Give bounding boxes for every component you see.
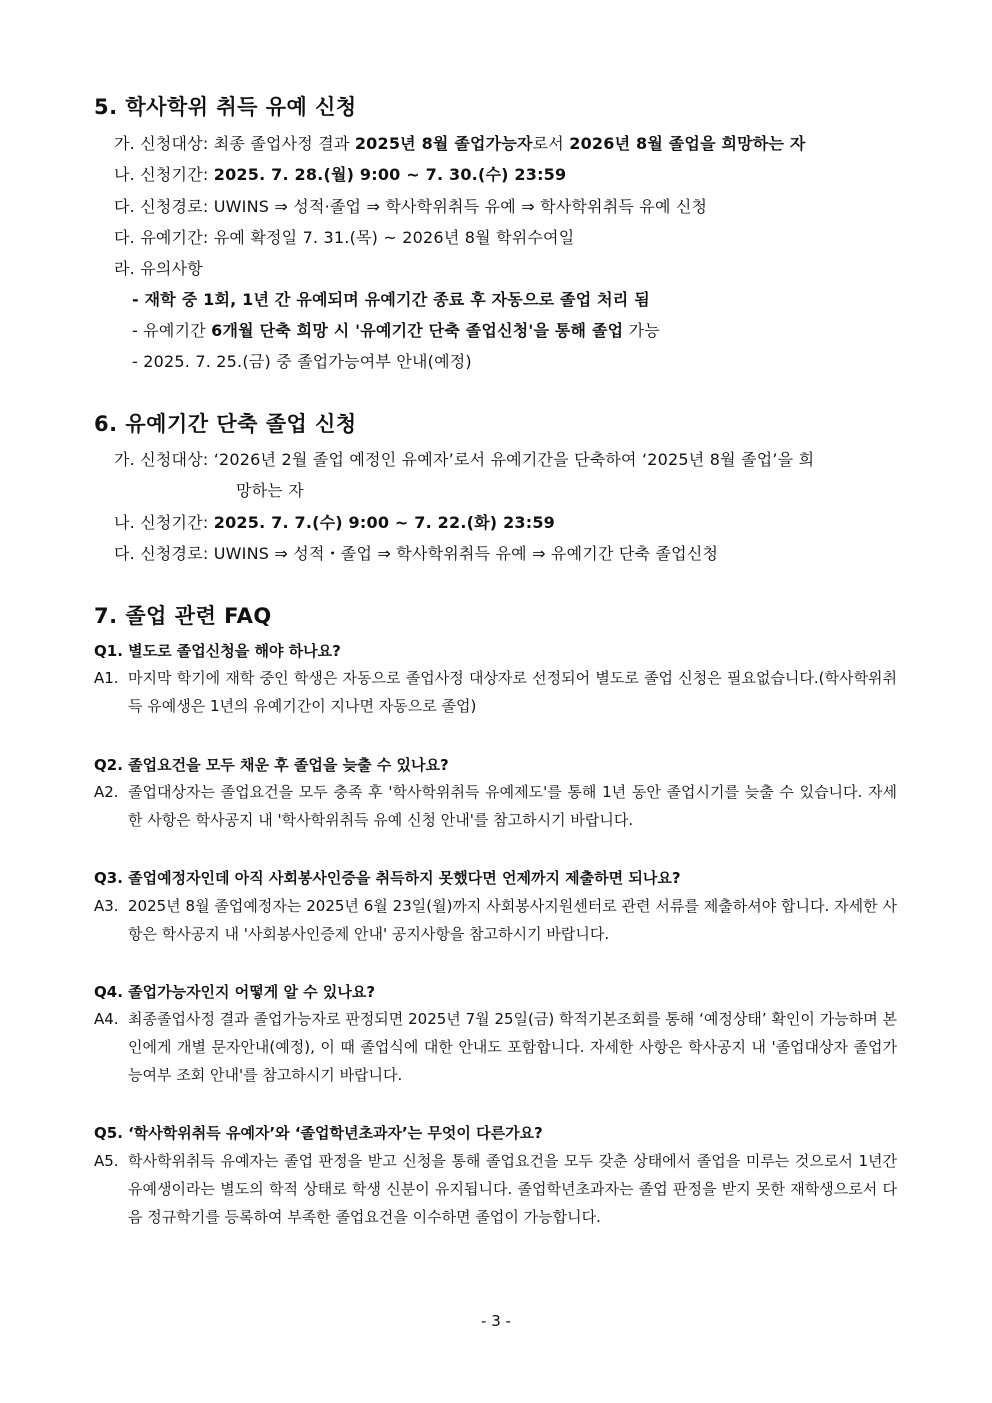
s5-target-bold-2: 2026년 8월 졸업을 희망하는 자	[569, 134, 806, 153]
faq-answer-1-text: 마지막 학기에 재학 중인 학생은 자동으로 졸업사정 대상자로 선정되어 별도로 졸업 신청은 필요없습니다.(학사학위취득 유예생은 1년의 유예기간이 지나면 자동으로 졸업)	[128, 669, 897, 715]
s6-route: 다. 신청경로: UWINS ⇒ 성적・졸업 ⇒ 학사학위취득 유예 ⇒ 유예기간 단축 졸업신청	[114, 544, 719, 563]
page-number: - 3 -	[481, 1312, 511, 1330]
s5-period-value: 2025. 7. 28.(월) 9:00 ~ 7. 30.(수) 23:59	[213, 165, 567, 184]
s5-target	[114, 131, 806, 154]
s5-defer-period: 다. 유예기간: 유예 확정일 7. 31.(목) ~ 2026년 8월 학위수여일	[114, 228, 575, 247]
faq-answer-5-prefix: A5.	[94, 1152, 119, 1170]
faq-answer-3-text: 2025년 8월 졸업예정자는 2025년 6월 23일(월)까지 사회봉사지원센터로 관련 서류를 제출하셔야 합니다. 자세한 사항은 학사공지 내 '사회봉사인증제 안내' 공지사항을 참고하시기 바랍니다.	[128, 897, 897, 943]
faq-answer-5-text: 학사학위취득 유예자는 졸업 판정을 받고 신청을 통해 졸업요건을 모두 갖춘 상태에서 졸업을 미루는 것으로서 1년간 유예생이라는 별도의 학적 상태로 학생 신분이 유지됩니다. 졸업학년초과자는 졸업 판정을 받지 못한 재학생으로서 다음 정규학기를 등록하여 부족한 졸업요건을 이수하면 졸업이 가능합니다.	[128, 1152, 897, 1226]
s5-target-bold-1: 2025년 8월 졸업가능자	[354, 134, 533, 153]
faq-answer-2-text: 졸업대상자는 졸업요건을 모두 충족 후 '학사학위취득 유예제도'를 통해 1년 동안 졸업시기를 늦출 수 있습니다. 자세한 사항은 학사공지 내 '학사학위취득 유예 신청 안내'를 참고하시기 바랍니다.	[128, 783, 897, 829]
s5-note-2	[132, 318, 660, 341]
s5-note-1: - 재학 중 1회, 1년 간 유예되며 유예기간 종료 후 자동으로 졸업 처리 됨	[132, 290, 650, 309]
faq-answer-4-text: 최종졸업사정 결과 졸업가능자로 판정되면 2025년 7월 25일(금) 학적기본조회를 통해 ‘예정상태’ 확인이 가능하며 본인에게 개별 문자안내(예정), 이 때 졸업식에 대한 안내도 포함합니다. 자세한 사항은 학사공지 내 '졸업대상자 졸업가능여부 조회 안내'를 참고하시기 바랍니다.	[128, 1010, 897, 1084]
faq-answer-1-prefix: A1.	[94, 669, 119, 687]
section-5-title: 5. 학사학위 취득 유예 신청	[94, 95, 357, 119]
s5-period-label: 나. 신청기간:	[114, 165, 214, 184]
s5-target-mid: 로서	[532, 134, 570, 153]
faq-answer-3-prefix: A3.	[94, 897, 119, 915]
s6-period-value: 2025. 7. 7.(수) 9:00 ~ 7. 22.(화) 23:59	[213, 513, 556, 532]
s5-note-3: - 2025. 7. 25.(금) 중 졸업가능여부 안내(예정)	[132, 352, 472, 371]
s5-route: 다. 신청경로: UWINS ⇒ 성적·졸업 ⇒ 학사학위취득 유예 ⇒ 학사학위취득 유예 신청	[114, 197, 708, 216]
faq-question-1: Q1. 별도로 졸업신청을 해야 하나요?	[94, 642, 341, 660]
faq-answer-4	[94, 1005, 897, 1089]
faq-question-3: Q3. 졸업예정자인데 아직 사회봉사인증을 취득하지 못했다면 언제까지 제출하면 되나요?	[94, 869, 681, 887]
faq-answer-5	[94, 1147, 897, 1231]
s5-notes-heading: 라. 유의사항	[114, 259, 203, 278]
faq-answer-2	[94, 778, 897, 834]
s6-target-text-2: 망하는 자	[236, 481, 304, 500]
faq-answer-1	[94, 664, 897, 720]
s5-note-2-pre: - 유예기간	[132, 321, 212, 340]
faq-answer-3	[94, 892, 897, 948]
faq-question-5: Q5. ‘학사학위취득 유예자’와 ‘졸업학년초과자’는 무엇이 다른가요?	[94, 1124, 543, 1142]
s5-note-2-post: 가능	[623, 321, 660, 340]
s6-period	[114, 510, 555, 533]
faq-answer-2-prefix: A2.	[94, 783, 119, 801]
s6-target-text-1: ‘2026년 2월 졸업 예정인 유예자’로서 유예기간을 단축하여 ‘2025년 8월 졸업’을 희	[213, 450, 815, 469]
s5-target-label: 가. 신청대상: 최종 졸업사정 결과	[114, 134, 355, 153]
faq-answer-4-prefix: A4.	[94, 1010, 119, 1028]
s5-note-2-bold: 6개월 단축 희망 시 '유예기간 단축 졸업신청'을 통해 졸업	[211, 321, 624, 340]
s6-target	[114, 447, 814, 470]
section-7-title: 7. 졸업 관련 FAQ	[94, 604, 272, 628]
section-6-title: 6. 유예기간 단축 졸업 신청	[94, 412, 357, 436]
s6-period-label: 나. 신청기간:	[114, 513, 214, 532]
faq-question-4: Q4. 졸업가능자인지 어떻게 알 수 있나요?	[94, 983, 376, 1001]
s5-period	[114, 162, 566, 185]
s6-target-label: 가. 신청대상:	[114, 450, 214, 469]
faq-question-2: Q2. 졸업요건을 모두 채운 후 졸업을 늦출 수 있나요?	[94, 756, 449, 774]
